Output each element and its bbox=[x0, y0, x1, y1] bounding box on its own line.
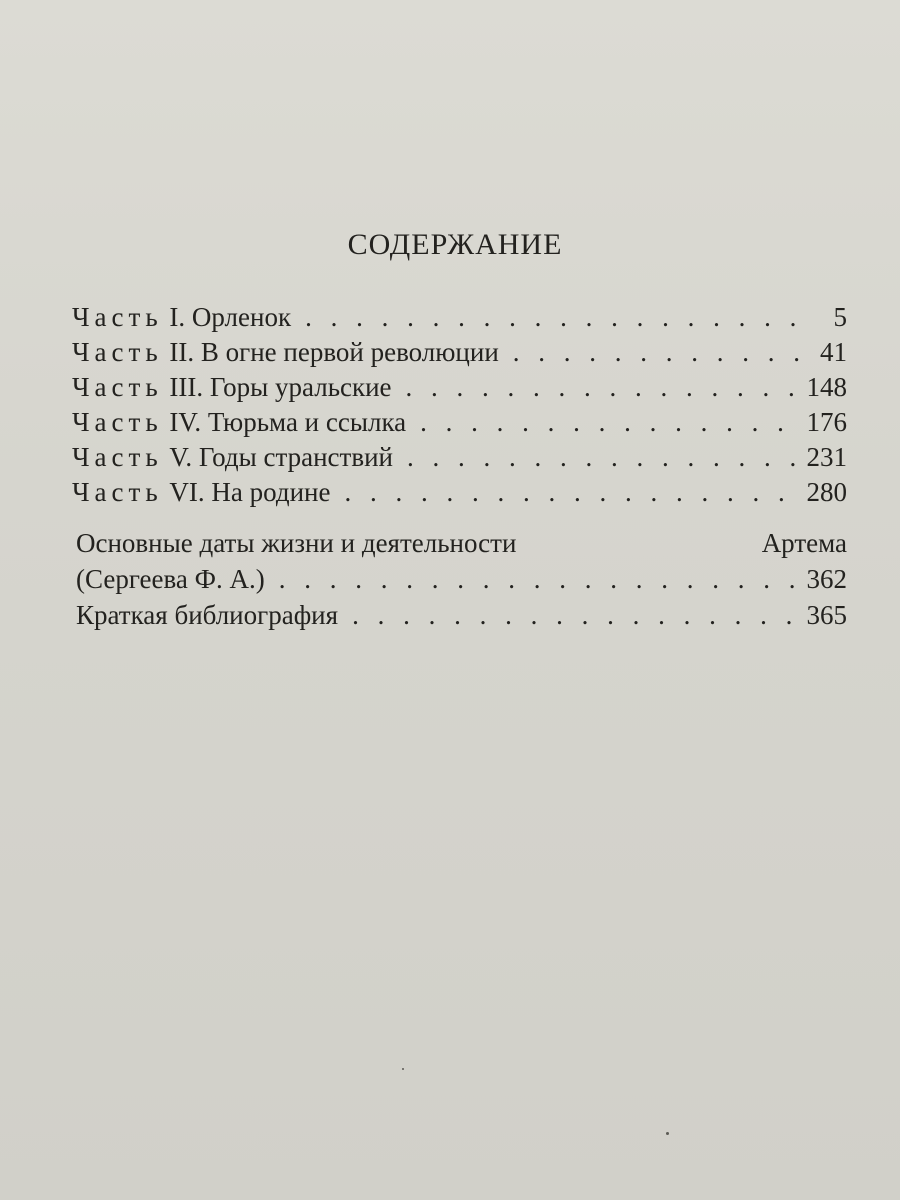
toc-entry-part-1 bbox=[72, 302, 847, 337]
toc-entry-part-3 bbox=[72, 372, 847, 407]
toc-part-number: VI. bbox=[169, 477, 205, 507]
toc-appendix bbox=[76, 528, 847, 636]
toc-entry-title bbox=[72, 477, 330, 508]
toc-page-number: 365 bbox=[806, 600, 847, 630]
paper-speck bbox=[666, 1132, 669, 1135]
toc-page-number: 176 bbox=[806, 407, 847, 437]
toc-entry-dates bbox=[76, 564, 847, 600]
toc-part-label: Часть bbox=[72, 337, 163, 367]
toc-bibliography-title: Краткая библиография bbox=[76, 600, 339, 630]
toc-part-label: Часть bbox=[72, 302, 163, 332]
toc-part-number: I. bbox=[169, 302, 186, 332]
toc-part-label: Часть bbox=[72, 477, 163, 507]
paper-speck bbox=[402, 1068, 404, 1070]
toc-part-title: Годы странствий bbox=[198, 442, 393, 472]
toc-entry-title bbox=[72, 302, 291, 333]
toc-part-number: V. bbox=[169, 442, 193, 472]
toc-part-number: III. bbox=[169, 372, 204, 402]
toc-page-number: 280 bbox=[806, 477, 847, 507]
toc-part-title: Горы уральские bbox=[209, 372, 392, 402]
toc-entry-title bbox=[72, 442, 393, 473]
dot-leader bbox=[291, 302, 799, 333]
toc-page-number: 148 bbox=[806, 372, 847, 402]
dot-leader bbox=[499, 337, 799, 368]
toc-page-number: 41 bbox=[820, 337, 847, 367]
toc-part-label: Часть bbox=[72, 442, 163, 472]
toc-entry-bibliography bbox=[76, 600, 847, 636]
toc-entry-part-5 bbox=[72, 442, 847, 477]
toc-dates-subtitle: (Сергеева Ф. А.) bbox=[76, 564, 265, 594]
toc-entry-part-4 bbox=[72, 407, 847, 442]
toc-entry-title bbox=[72, 337, 499, 368]
dot-leader bbox=[392, 372, 799, 403]
dot-leader bbox=[265, 564, 799, 595]
toc-page-number: 362 bbox=[806, 564, 847, 594]
toc-part-title: В огне первой революции bbox=[200, 337, 499, 367]
toc-part-title: Орленок bbox=[191, 302, 292, 332]
toc-part-label: Часть bbox=[72, 372, 163, 402]
toc-dates-title-end: Артема bbox=[761, 528, 847, 558]
toc-entry-part-6 bbox=[72, 477, 847, 512]
toc-entry-title bbox=[72, 407, 406, 438]
toc-part-number: II. bbox=[169, 337, 195, 367]
toc-page-number: 5 bbox=[833, 302, 847, 332]
dot-leader bbox=[338, 600, 798, 631]
toc-part-title: Тюрьма и ссылка bbox=[207, 407, 407, 437]
toc-entry-title bbox=[72, 372, 392, 403]
toc-part-label: Часть bbox=[72, 407, 163, 437]
dot-leader bbox=[330, 477, 798, 508]
dot-leader bbox=[393, 442, 799, 473]
toc-entry-dates-line1 bbox=[76, 528, 847, 564]
toc-page-number: 231 bbox=[806, 442, 847, 472]
toc-part-number: IV. bbox=[169, 407, 202, 437]
toc-parts-list bbox=[72, 302, 847, 512]
toc-entry-part-2 bbox=[72, 337, 847, 372]
toc-heading: СОДЕРЖАНИЕ bbox=[347, 228, 563, 261]
toc-part-title: На родине bbox=[211, 477, 331, 507]
dot-leader bbox=[406, 407, 798, 438]
toc-dates-title: Основные даты жизни и деятельности bbox=[76, 528, 517, 558]
